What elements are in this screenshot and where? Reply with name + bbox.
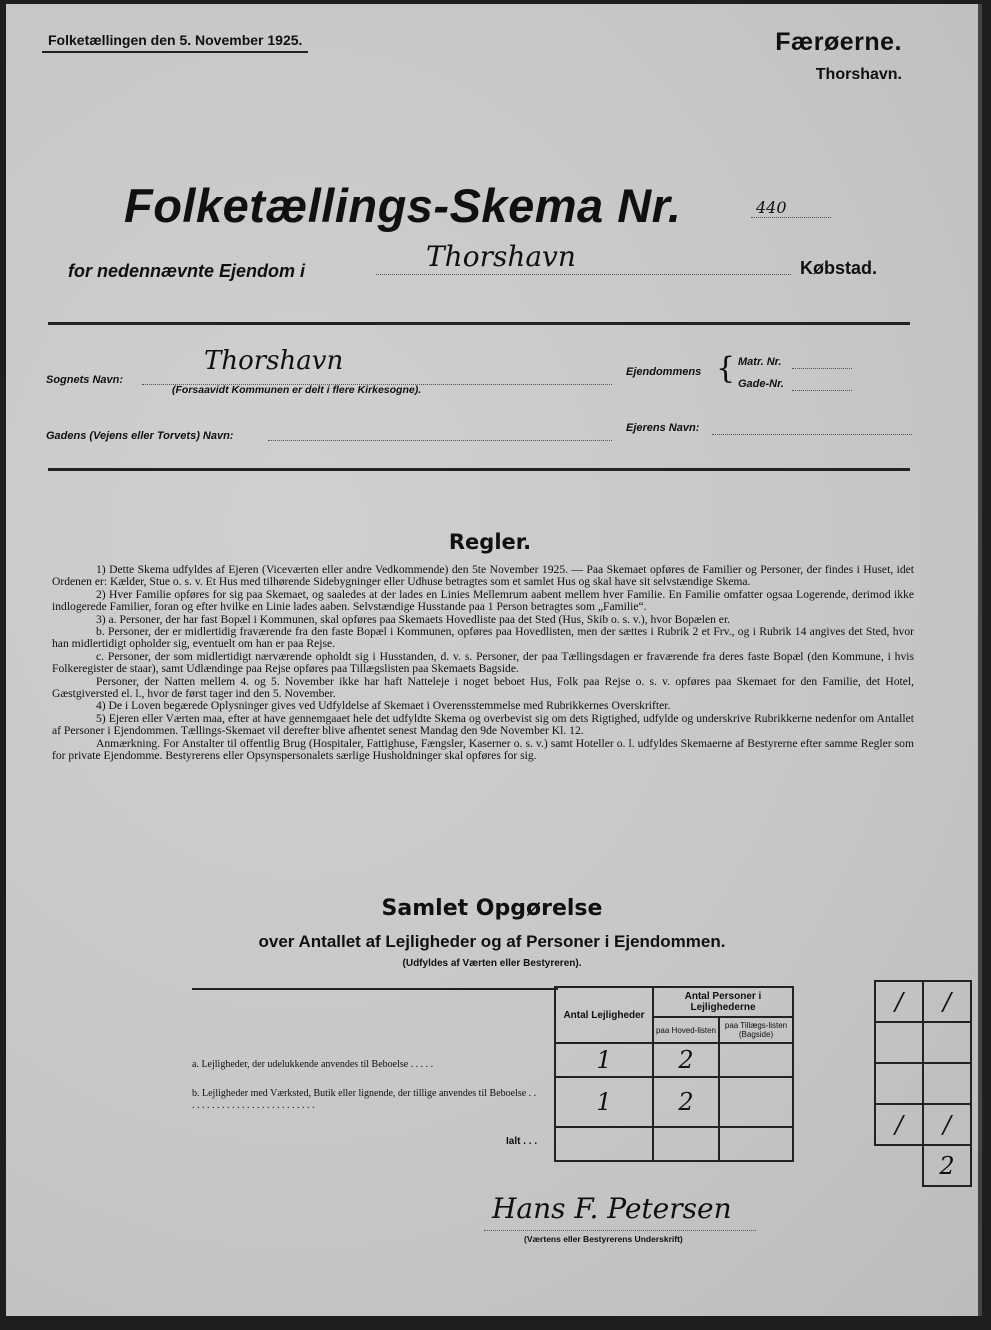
town-header: Thorshavn. — [815, 66, 902, 83]
rule-paragraph: Personer, der Natten mellem 4. og 5. November ikke har haft Natteleje i noget beboet Hus, Folk paa Rejse o. s. v. opføres paa Skemaet for den Familie, det Hotel, Gæstgiversted el. l., hvor de først tager ind den 5. November. — [52, 674, 914, 701]
islands-header: Færøerne. — [775, 28, 902, 56]
col-persons-header: Antal Personer i Lejlighederne — [653, 987, 793, 1017]
rule-paragraph: c. Personer, der som midlertidigt nærværende opholdt sig i Husstanden, d. v. s. Personer, der paa Tællingsdagen er fraværende fra deres faste Bopæl (den Kommune, i hvis Folkeregister de staar), samt Udlændinge paa Rejse opføres paa Tillægslisten paa Skemaets Bagside. — [52, 649, 914, 676]
total-apartments — [555, 1127, 653, 1161]
col-apartments-header: Antal Lejligheder — [555, 987, 653, 1043]
summary-top-rule — [192, 988, 558, 990]
parish-note: (Forsaavidt Kommunen er delt i flere Kirkesogne). — [172, 384, 422, 396]
gade-label: Gade-Nr. — [738, 378, 784, 390]
signature-caption: (Værtens eller Bestyrerens Underskrift) — [524, 1234, 683, 1244]
subtitle-suffix: Købstad. — [800, 258, 878, 278]
summary-note: (Udfyldes af Værten eller Bestyreren). — [402, 958, 582, 969]
property-label: Ejendommens — [626, 366, 702, 378]
margin-box: / — [923, 981, 971, 1022]
total-extra — [719, 1127, 793, 1161]
rule-note: Anmærkning. For Anstalter til offentlig Brug (Hospitaler, Fattighuse, Fængsler, Kaserner o. s. v.) samt Hoteller o. l. udfyldes Skemaerne af Bestyrerne efter samme Regler som for private Ejendomme. Bestyrerens eller Opsynspersonalets særlige Husholdninger skal opføres for sig. — [52, 736, 914, 763]
total-main — [653, 1127, 719, 1161]
margin-box — [923, 1022, 971, 1063]
mid-rule — [48, 468, 910, 471]
rule-paragraph: b. Personer, der er midlertidig fraværende fra den faste Bopæl i Kommunen, opføres paa Hovedlisten, men der sættes i Rubrik 2 et Frv., og i Rubrik 14 angives det Sted, hvor han midlertidigt opholder sig, eventuelt om han er paa Rejse. — [52, 625, 914, 651]
town-line — [376, 274, 791, 275]
owner-line — [712, 434, 912, 435]
margin-box — [875, 1145, 923, 1186]
margin-box: / — [875, 1104, 923, 1145]
margin-box: / — [875, 981, 923, 1022]
row-a-main: 2 — [653, 1043, 719, 1077]
row-b-extra — [719, 1077, 793, 1127]
parish-handwritten: Thorshavn — [204, 346, 344, 376]
subtitle-prefix: for nedennævnte Ejendom i — [68, 261, 306, 281]
rules-heading: Regler. — [448, 530, 532, 554]
row-b-apartments: 1 — [555, 1077, 653, 1127]
rule-paragraph: 2) Hver Familie opføres for sig paa Skemaet, og saaledes at der lades en Linies Mellemrum aabent mellem hver Familie. En Familie omfatter ogsaa Logerende, derimod ikke indlogerede Familier, foran og efter hvilke en Linie lades aaben. Selvstændige Husstande paa 1 Person betragtes som „Familie“. — [52, 587, 914, 614]
margin-box — [923, 1063, 971, 1104]
row-b-label: b. Lejligheder med Værksted, Butik eller lignende, der tillige anvendes til Beboelse . . . . . . . . . . . . . . . . . . . . . . . . . . . — [192, 1088, 537, 1111]
margin-box — [875, 1063, 923, 1104]
row-a-extra — [719, 1043, 793, 1077]
rule-paragraph: 1) Dette Skema udfyldes af Ejeren (Viceværten eller andre Vedkommende) den 5te November 1925. — Paa Skemaet opføres de Familier og Personer, der findes i Huset, idet Ordenen er: Kælder, Stue o. s. v. Et Hus med tilhørende Sidebygninger eller Udhuse betragtes som et samlet Hus og skal have sit selvstændige Skema. — [52, 563, 914, 589]
parish-label: Sognets Navn: — [46, 374, 124, 386]
margin-tally-boxes — [874, 980, 972, 1187]
street-label: Gadens (Vejens eller Torvets) Navn: — [46, 430, 234, 442]
row-a-label: a. Lejligheder, der udelukkende anvendes til Beboelse . . . . . — [192, 1059, 434, 1070]
census-date-header: Folketællingen den 5. November 1925. — [42, 30, 308, 53]
rule-paragraph: 4) De i Loven begærede Oplysninger gives ved Udfyldelse af Skemaet i Overensstemmelse med Rubrikkernes Overskrifter. — [96, 699, 671, 713]
signature-line — [484, 1230, 756, 1231]
matr-label: Matr. Nr. — [738, 356, 782, 368]
summary-table — [554, 986, 794, 1162]
summary-subtitle: over Antallet af Lejligheder og af Personer i Ejendommen. — [258, 932, 726, 951]
total-label: Ialt . . . — [506, 1136, 538, 1147]
gade-line — [792, 390, 852, 391]
rule-paragraph: 3) a. Personer, der har fast Bopæl i Kommunen, skal opføres paa Skemaets Hovedliste paa det Sted (Hus, Skib o. s. v.), hvor Bopælen er. — [96, 612, 731, 626]
margin-box: 2 — [923, 1145, 971, 1186]
col-main-header: paa Hoved-listen — [653, 1017, 719, 1043]
margin-box: / — [923, 1104, 971, 1145]
margin-box — [875, 1022, 923, 1063]
street-line — [268, 440, 612, 441]
summary-title: Samlet Opgørelse — [381, 896, 603, 921]
signature-handwritten: Hans F. Petersen — [492, 1192, 732, 1225]
town-handwritten: Thorshavn — [426, 240, 576, 273]
matr-line — [792, 368, 852, 369]
form-number-handwritten: 440 — [756, 198, 787, 217]
owner-label: Ejerens Navn: — [626, 422, 700, 434]
form-number-line — [751, 217, 831, 218]
col-extra-header: paa Tillægs-listen (Bagside) — [719, 1017, 793, 1043]
top-rule — [48, 322, 910, 325]
rule-paragraph: 5) Ejeren eller Værten maa, efter at have gennemgaaet hele det udfyldte Skema og overbevist sig om dets Rigtighed, udfylde og underskrive Rubrikkerne nedenfor om Antallet af Personer i Ejendommen. Tællings-Skemaet vil derefter blive afhentet senest Mandag den 9de November Kl. 12. — [52, 711, 914, 738]
property-brace: { — [716, 351, 736, 386]
row-a-apartments: 1 — [555, 1043, 653, 1077]
rules-body — [52, 564, 914, 763]
form-title: Folketællings-Skema Nr. — [124, 179, 682, 232]
census-form-sheet — [6, 4, 982, 1316]
row-b-main: 2 — [653, 1077, 719, 1127]
